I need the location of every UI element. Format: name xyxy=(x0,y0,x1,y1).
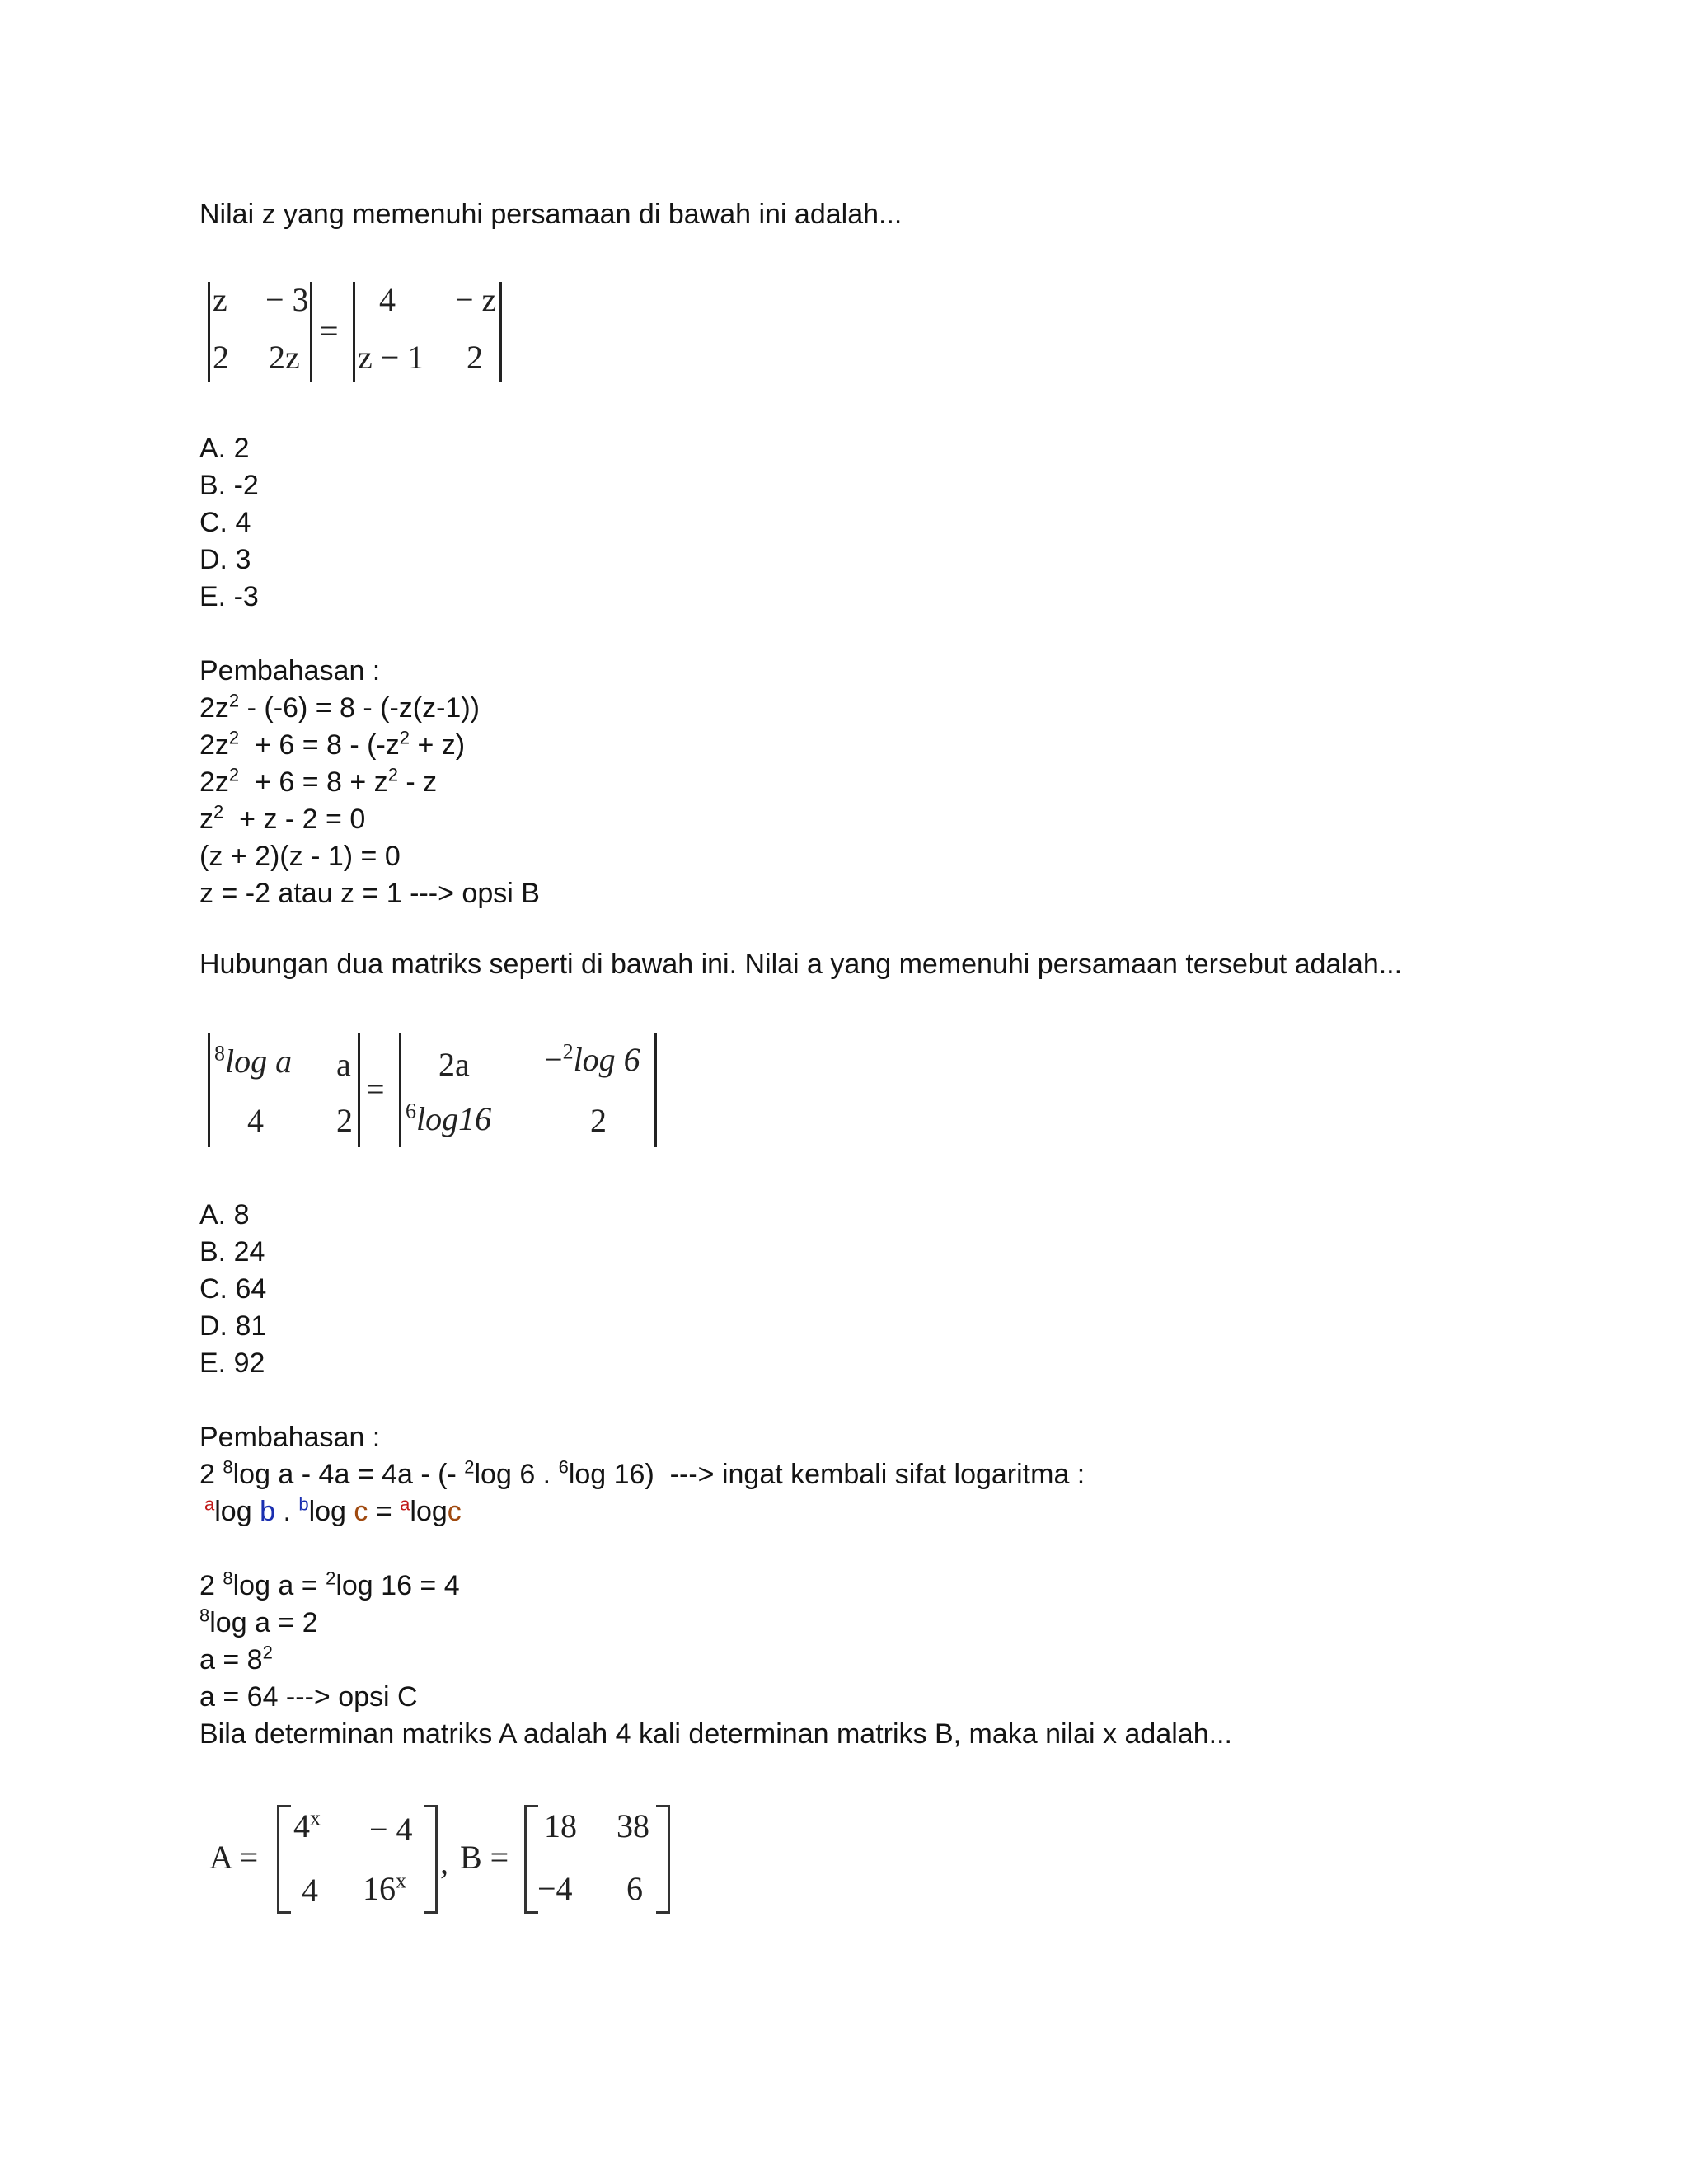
q2-option-e: E. 92 xyxy=(199,1347,265,1379)
q2-l11: $^8$log a xyxy=(214,1041,293,1080)
q1-step-6: z = -2 atau z = 1 ---> opsi B xyxy=(199,878,540,909)
q2-option-d: D. 81 xyxy=(199,1310,267,1342)
question-3-text: Bila determinan matriks A adalah 4 kali determinan matriks B, maka nilai x adalah... xyxy=(199,1718,1232,1750)
q2-step-6: a = 64 ---> opsi C xyxy=(199,1681,418,1713)
left-det-bar xyxy=(208,282,210,382)
q2-step-1: 2 $^8$log a - 4a = 4a - (- $^2$log 6 . $^6$log 16) ---> ingat kembali sifat logaritma : xyxy=(199,1456,1085,1490)
left-det-bar xyxy=(208,1033,210,1147)
q1-solution-heading: Pembahasan : xyxy=(199,655,381,687)
right-det-bar xyxy=(399,1033,401,1147)
q1-step-4: $z^2 + z - 2 = 0$ xyxy=(199,801,366,835)
q2-step-3: 2 $^8$log a = $^2$log 16 = 4 xyxy=(199,1568,460,1601)
b12: 38 xyxy=(617,1807,649,1844)
q1-r22: 2 xyxy=(467,339,483,376)
q2-option-b: B. 24 xyxy=(199,1236,265,1268)
q2-step-5: $a = 8^2$ xyxy=(199,1642,273,1675)
b21: −4 xyxy=(537,1870,573,1907)
q1-r11: 4 xyxy=(379,281,396,318)
a12: − 4 xyxy=(369,1811,413,1848)
q1-option-c: C. 4 xyxy=(199,507,251,538)
q2-l21: 4 xyxy=(247,1102,264,1139)
q1-option-b: B. -2 xyxy=(199,470,259,501)
separator-comma: , xyxy=(440,1844,448,1881)
equals-sign: = xyxy=(366,1071,385,1108)
q1-l11: z xyxy=(213,281,227,318)
q2-log-property: $^a$log b . $^b$log c = $^a$logc xyxy=(204,1493,462,1527)
left-det-bar xyxy=(358,1033,360,1147)
matrix-b-right-bracket xyxy=(656,1805,670,1914)
q1-r21: z − 1 xyxy=(358,339,424,376)
q1-step-2: $2z^2 + 6 = 8 - (-z^2 + z)$ xyxy=(199,727,466,761)
right-det-bar xyxy=(499,282,502,382)
a22: 16$^x$ xyxy=(363,1868,406,1907)
q1-step-1: $2z^2 - (-6) = 8 - (-z(z-1))$ xyxy=(199,690,480,724)
q1-l21: 2 xyxy=(213,339,229,376)
right-det-bar xyxy=(353,282,355,382)
q1-step-5: (z + 2)(z - 1) = 0 xyxy=(199,841,401,872)
b11: 18 xyxy=(544,1807,577,1844)
question-2-text: Hubungan dua matriks seperti di bawah ini. Nilai a yang memenuhi persamaan tersebut adalah... xyxy=(199,949,1403,980)
matrix-a-right-bracket xyxy=(424,1805,438,1914)
equals-sign: = xyxy=(320,312,339,349)
q2-solution-heading: Pembahasan : xyxy=(199,1422,381,1453)
q2-r21: $^6$log16 xyxy=(406,1099,492,1137)
question-1-text: Nilai z yang memenuhi persamaan di bawah ini adalah... xyxy=(199,199,903,230)
q2-step-4: $^8$log a = 2 xyxy=(199,1605,318,1638)
left-det-bar xyxy=(310,282,312,382)
matrix-a-left-bracket xyxy=(277,1805,291,1914)
matrix-a-label: A = xyxy=(209,1839,259,1876)
q2-l12: a xyxy=(336,1046,351,1083)
q2-option-c: C. 64 xyxy=(199,1273,267,1305)
q1-step-3: $2z^2 + 6 = 8 + z^2 - z$ xyxy=(199,764,438,798)
q1-l12: − 3 xyxy=(265,281,309,318)
right-det-bar xyxy=(654,1033,657,1147)
q1-option-e: E. -3 xyxy=(199,581,259,612)
q1-option-a: A. 2 xyxy=(199,433,250,464)
q1-r12: − z xyxy=(455,281,497,318)
q1-l22: 2z xyxy=(269,339,300,376)
q2-r11: 2a xyxy=(438,1046,470,1083)
q2-l22: 2 xyxy=(336,1102,353,1139)
q2-r22: 2 xyxy=(590,1102,607,1139)
q1-option-d: D. 3 xyxy=(199,544,251,575)
matrix-b-label: B = xyxy=(460,1839,509,1876)
q2-option-a: A. 8 xyxy=(199,1199,250,1230)
q2-r12: −$^2$log 6 xyxy=(544,1039,640,1078)
a11: 4$^x$ xyxy=(293,1806,321,1844)
matrix-b-left-bracket xyxy=(524,1805,538,1914)
b22: 6 xyxy=(626,1870,643,1907)
a21: 4 xyxy=(302,1872,318,1909)
